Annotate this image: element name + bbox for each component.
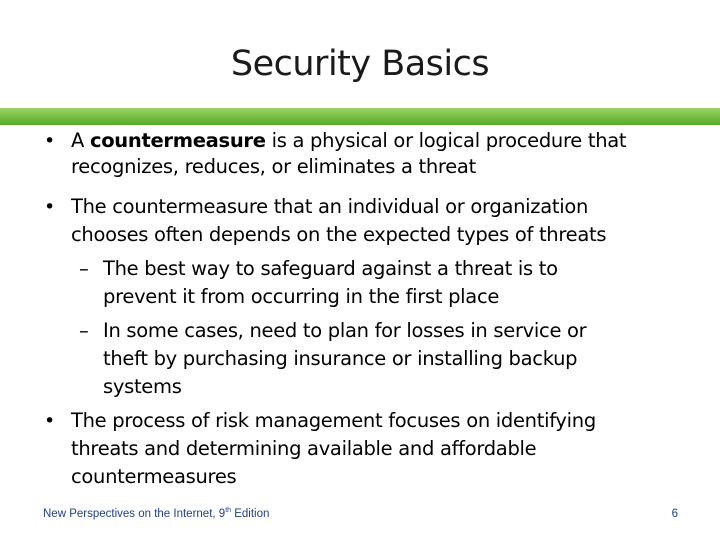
footer-superscript: th [225,507,232,515]
sub-bullet-marker: – [79,257,89,280]
bullet-1-prefix: A [71,129,90,152]
title-accent-bar [0,108,720,125]
page-number: 6 [671,508,678,520]
sub-bullet-2-line-1: In some cases, need to plan for losses in service or [103,319,587,342]
footer-edition: Edition [231,508,270,520]
sub-bullet-1-line-2: prevent it from occurring in the first place [103,285,500,308]
bullet-1-line-1 [71,128,626,154]
bullet-1-line-2: recognizes, reduces, or eliminates a threat [71,155,476,178]
sub-bullet-2-line-2: theft by purchasing insurance or installing backup [103,347,578,370]
bullet-1-rest: is a physical or logical procedure that [265,129,627,152]
bullet-marker: • [44,410,56,432]
bullet-marker: • [44,196,56,218]
bullet-3-line-3: countermeasures [71,465,237,488]
sub-bullet-marker: – [79,319,89,342]
sub-bullet-1-line-1: The best way to safeguard against a threat is to [103,257,558,280]
bullet-marker: • [44,130,56,152]
bullet-3-line-1: The process of risk management focuses on identifying [71,409,596,432]
bullet-3-line-2: threats and determining available and affordable [71,437,537,460]
sub-bullet-2-line-3: systems [103,375,182,398]
footer-text [43,508,269,520]
bullet-1-bold-term: countermeasure [89,129,266,152]
footer-title: New Perspectives on the Internet, 9 [43,508,226,520]
slide-title: Security Basics [230,44,490,84]
bullet-2-line-1: The countermeasure that an individual or organization [71,195,589,218]
bullet-2-line-2: chooses often depends on the expected types of threats [71,223,607,246]
